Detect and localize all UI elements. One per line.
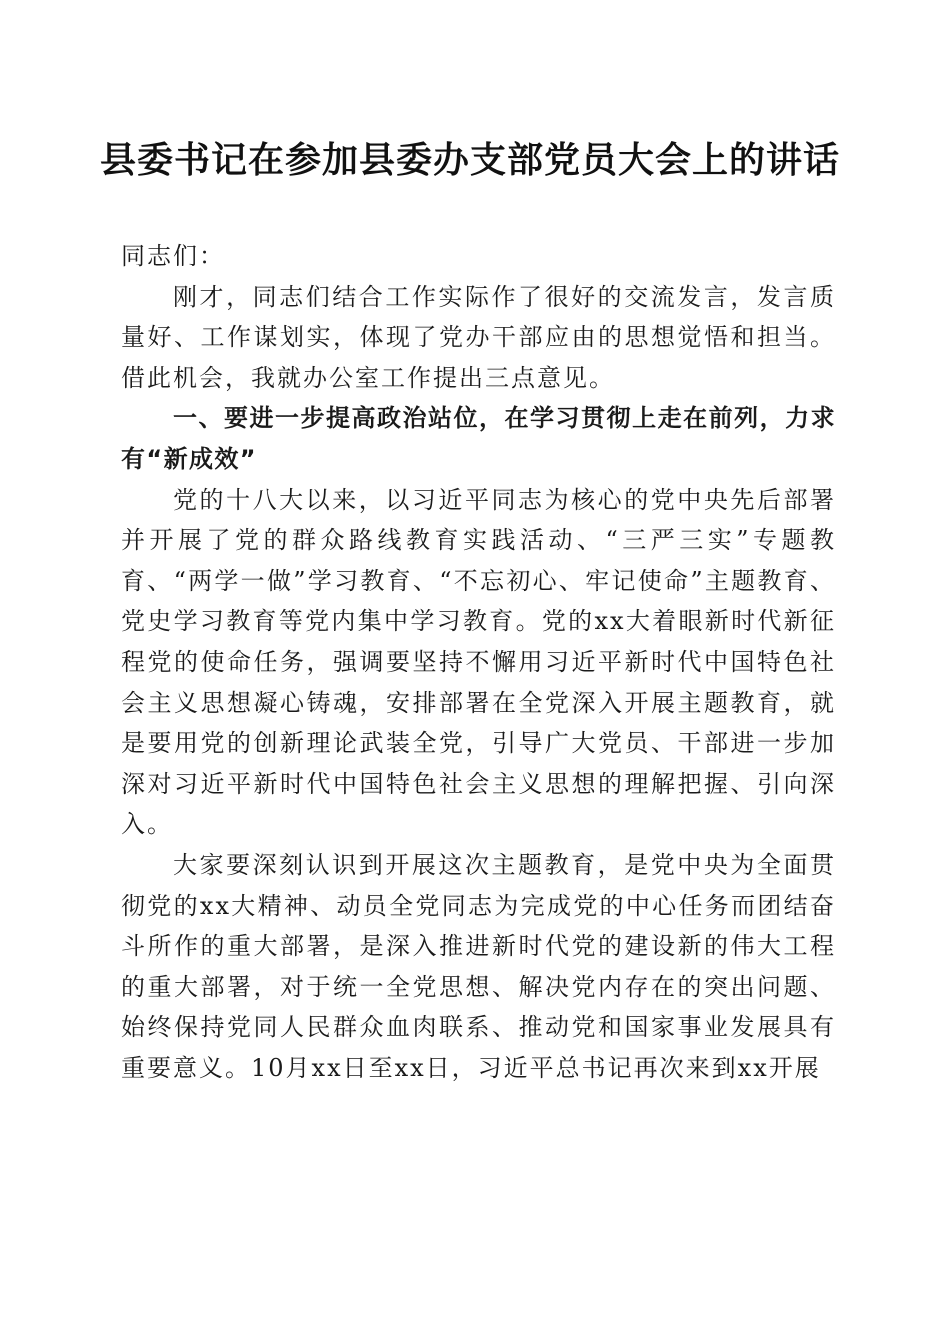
document-body — [121, 236, 836, 1088]
paragraph-body-2: 大家要深刻认识到开展这次主题教育，是党中央为全面贯彻党的xx大精神、动员全党同志为完成党的中心任务而团结奋斗所作的重大部署，是深入推进新时代党的建设新的伟大工程的重大部署，对于统一全党思想、解决党内存在的突出问题、始终保持党同人民群众血肉联系、推动党和国家事业发展具有重要意义。10月xx日至xx日，习近平总书记再次来到xx开展 — [121, 850, 836, 1082]
document-title: 县委书记在参加县委办支部党员大会上的讲话 — [99, 139, 840, 181]
salutation: 同志们： — [121, 242, 225, 270]
section-heading-1: 一、要进一步提高政治站位，在学习贯彻上走在前列，力求有“新成效” — [121, 404, 836, 473]
paragraph-intro: 刚才，同志们结合工作实际作了很好的交流发言，发言质量好、工作谋划实，体现了党办干部应由的思想觉悟和担当。借此机会，我就办公室工作提出三点意见。 — [121, 282, 836, 392]
paragraph-body-1: 党的十八大以来，以习近平同志为核心的党中央先后部署并开展了党的群众路线教育实践活动、“三严三实”专题教育、“两学一做”学习教育、“不忘初心、牢记使命”主题教育、党史学习教育等党内集中学习教育。党的xx大着眼新时代新征程党的使命任务，强调要坚持不懈用习近平新时代中国特色社会主义思想凝心铸魂，安排部署在全党深入开展主题教育，就是要用党的创新理论武装全党，引导广大党员、干部进一步加深对习近平新时代中国特色社会主义思想的理解把握、引向深入。 — [121, 485, 836, 839]
